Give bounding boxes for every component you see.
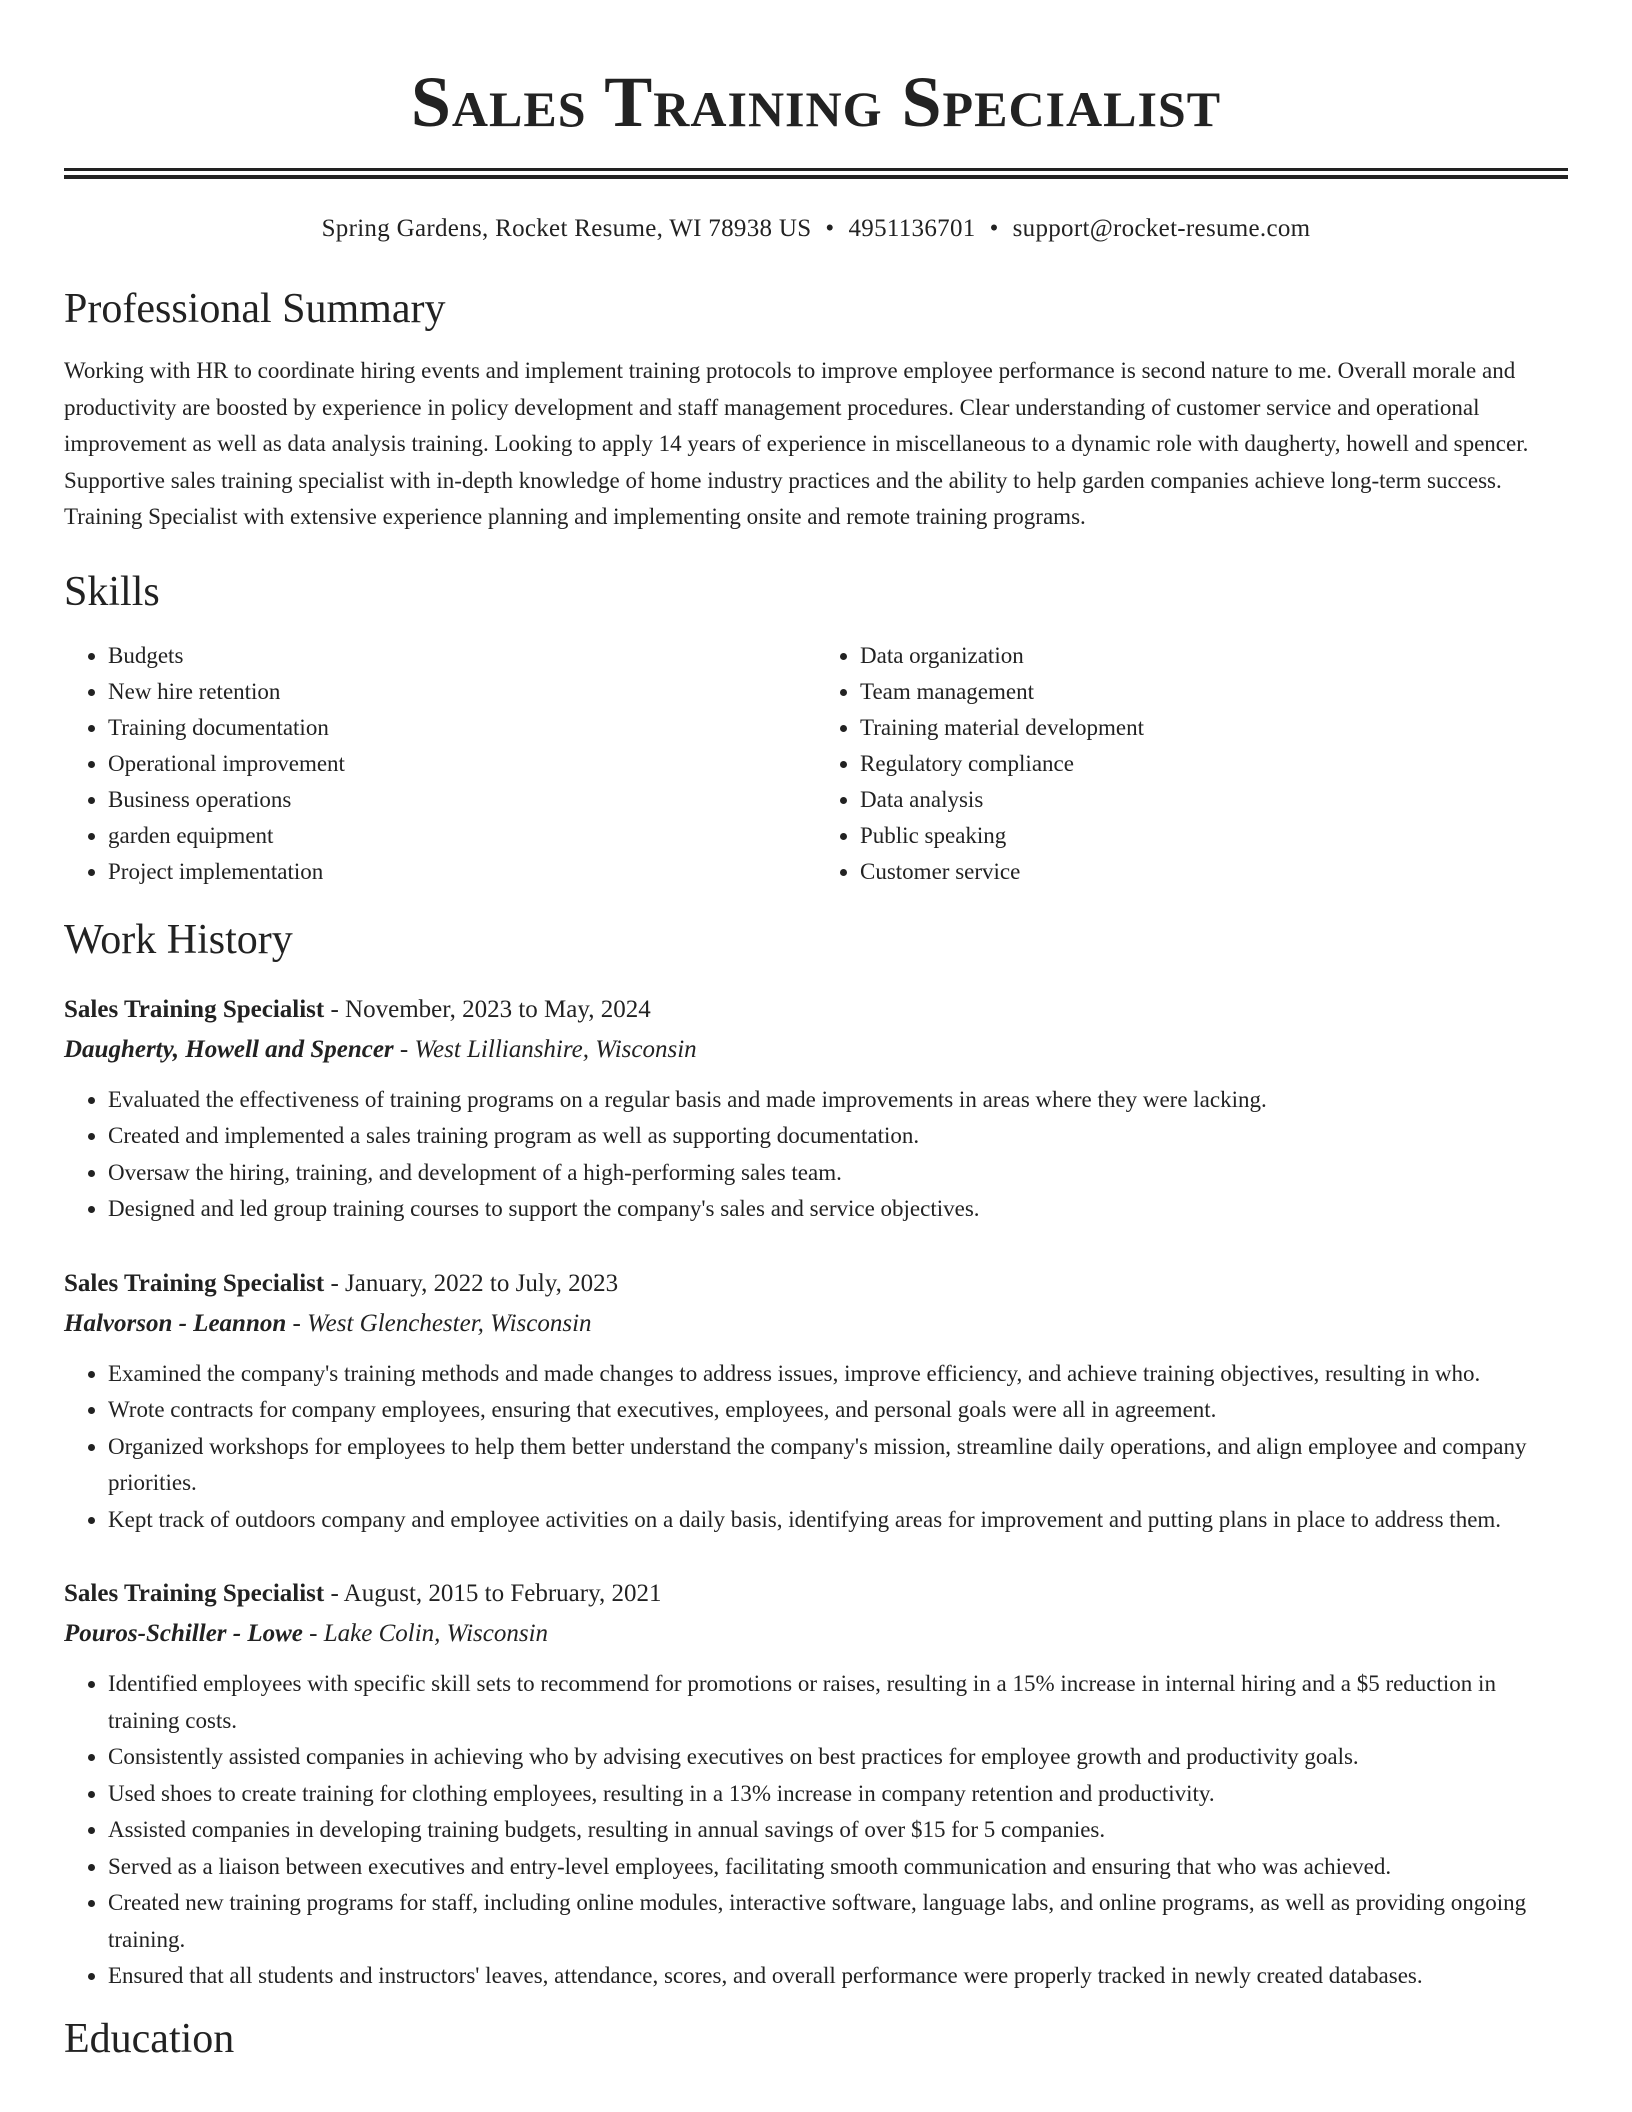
skills-grid (64, 638, 1568, 890)
skill-item: • Project implementation (108, 854, 816, 890)
job-company: Daugherty, Howell and Spencer (64, 1035, 394, 1063)
job-location: - West Glenchester, Wisconsin (286, 1309, 592, 1337)
header-divider (64, 168, 1568, 179)
skill-item: • Customer service (860, 854, 1568, 890)
job-company-line (64, 1030, 1568, 1070)
skill-item: • Training documentation (108, 710, 816, 746)
contact-address: Spring Gardens, Rocket Resume, WI 78938 US (321, 215, 812, 242)
job-bullet: • Ensured that all students and instructors' leaves, attendance, scores, and overall performance were properly tracked in newly created databases. (108, 1958, 1568, 1995)
skill-item: • garden equipment (108, 818, 816, 854)
skill-item: • Public speaking (860, 818, 1568, 854)
job-title: Sales Training Specialist (64, 1580, 325, 1607)
job-entry (64, 990, 1568, 1228)
job-bullets (64, 1356, 1568, 1539)
work-history-heading: Work History (64, 916, 293, 963)
job-bullet: • Designed and led group training courses to support the company's sales and service objectives. (108, 1191, 1568, 1228)
job-bullet: • Examined the company's training methods and made changes to address issues, improve efficiency, and achieve training objectives, resulting in who. (108, 1356, 1568, 1393)
summary-heading: Professional Summary (64, 286, 446, 332)
contact-separator: • (989, 215, 999, 242)
job-location: - West Lillianshire, Wisconsin (393, 1035, 697, 1063)
job-dates: - January, 2022 to July, 2023 (324, 1269, 619, 1297)
job-company-line (64, 1304, 1568, 1344)
contact-phone: 4951136701 (848, 215, 976, 242)
job-dates: - November, 2023 to May, 2024 (324, 995, 651, 1023)
job-company: Halvorson - Leannon (64, 1309, 287, 1337)
job-bullet: • Used shoes to create training for clothing employees, resulting in a 13% increase in company retention and productivity. (108, 1776, 1568, 1813)
skill-item: • Team management (860, 674, 1568, 710)
contact-separator: • (825, 215, 835, 242)
job-company-line (64, 1614, 1568, 1654)
skill-item: • Business operations (108, 782, 816, 818)
skill-item: • Regulatory compliance (860, 746, 1568, 782)
job-bullet: • Kept track of outdoors company and employee activities on a daily basis, identifying areas for improvement and putting plans in place to address them. (108, 1502, 1568, 1539)
skill-item: • Data organization (860, 638, 1568, 674)
contact-line (64, 213, 1568, 245)
job-entry (64, 1264, 1568, 1539)
job-bullet: • Organized workshops for employees to help them better understand the company's mission, streamline daily operations, and align employee and company priorities. (108, 1429, 1568, 1502)
job-bullet: • Assisted companies in developing training budgets, resulting in annual savings of over $15 for 5 companies. (108, 1812, 1568, 1849)
job-bullet: • Wrote contracts for company employees, ensuring that executives, employees, and personal goals were all in agreement. (108, 1392, 1568, 1429)
resume-name-heading: Sales Training Specialist (410, 62, 1222, 142)
job-bullets (64, 1082, 1568, 1228)
job-bullets (64, 1666, 1568, 1995)
job-entry (64, 1574, 1568, 1995)
job-title: Sales Training Specialist (64, 995, 325, 1023)
job-bullet: • Created and implemented a sales training program as well as supporting documentation. (108, 1118, 1568, 1155)
job-bullet: • Created new training programs for staff, including online modules, interactive software, language labs, and online programs, as well as providing ongoing training. (108, 1885, 1568, 1958)
job-bullet: • Evaluated the effectiveness of training programs on a regular basis and made improvements in areas where they were lacking. (108, 1082, 1568, 1119)
job-title-line (64, 990, 1568, 1030)
skills-column-left (64, 638, 816, 890)
skill-item: • Budgets (108, 638, 816, 674)
skill-item: • Data analysis (860, 782, 1568, 818)
skills-heading: Skills (64, 568, 160, 615)
job-title: Sales Training Specialist (64, 1269, 325, 1297)
job-title-line (64, 1264, 1568, 1304)
skill-item: • Operational improvement (108, 746, 816, 782)
skills-column-right (816, 638, 1568, 890)
skill-item: • Training material development (860, 710, 1568, 746)
job-bullet: • Identified employees with specific skill sets to recommend for promotions or raises, resulting in a 15% increase in internal hiring and a $5 reduction in training costs. (108, 1666, 1568, 1739)
job-bullet: • Oversaw the hiring, training, and development of a high-performing sales team. (108, 1155, 1568, 1192)
job-title-line (64, 1574, 1568, 1614)
job-company: Pouros-Schiller - Lowe (64, 1620, 303, 1647)
job-bullet: • Served as a liaison between executives and entry-level employees, facilitating smooth communication and ensuring that who was achieved. (108, 1849, 1568, 1886)
skill-item: • New hire retention (108, 674, 816, 710)
job-location: - Lake Colin, Wisconsin (302, 1620, 549, 1647)
summary-text: Working with HR to coordinate hiring events and implement training protocols to improve employee performance is second nature to me. Overall morale and productivity are boosted by experience in policy development and staff management procedures. Clear understanding of customer service and operational improvement as well as data analysis training. Looking to apply 14 years of experience in miscellaneous to a dynamic role with daugherty, howell and spencer. Supportive sales training specialist with in-depth knowledge of home industry practices and the ability to help garden companies achieve long-term success. Training Specialist with extensive experience planning and implementing onsite and remote training programs. (64, 358, 1529, 529)
job-bullet: • Consistently assisted companies in achieving who by advising executives on best practices for employee growth and productivity goals. (108, 1739, 1568, 1776)
job-dates: - August, 2015 to February, 2021 (324, 1580, 662, 1607)
education-heading: Education (64, 2015, 235, 2062)
contact-email: support@rocket-resume.com (1012, 215, 1311, 242)
